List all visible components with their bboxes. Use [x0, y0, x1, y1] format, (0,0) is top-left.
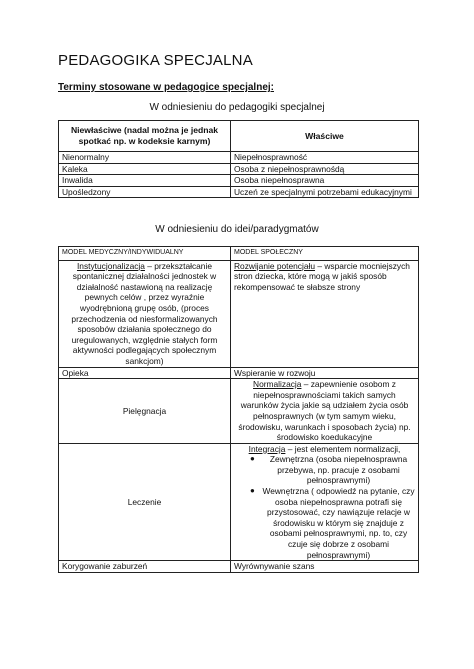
table-row: [59, 175, 419, 187]
social-model-cell: Wspieranie w rozwoju: [231, 367, 419, 379]
terms-table-header-row: [59, 121, 419, 152]
medical-model-cell: Leczenie: [59, 443, 231, 561]
table-row: [59, 186, 419, 198]
table-row: [59, 379, 419, 444]
medical-model-cell: Korygowanie zaburzeń: [59, 561, 231, 573]
table-row: [59, 260, 419, 367]
header-improper: Niewłaściwe (nadal można je jednak spotkać np. w kodeksie karnym): [59, 121, 231, 152]
improper-term: Inwalida: [59, 175, 231, 187]
term-institutionalization: Instytucjonalizacja: [76, 260, 145, 271]
medical-model-cell: Opieka: [59, 367, 231, 379]
list-item: [250, 454, 415, 486]
term-definition: – jest elementem normalizacji,: [285, 443, 401, 454]
table-row: [59, 443, 419, 561]
proper-term: Niepełnosprawność: [231, 152, 419, 164]
table-row: [59, 163, 419, 175]
header-proper: Właściwe: [231, 121, 419, 152]
section-heading-paradigms: W odniesieniu do idei/paradygmatów: [155, 224, 319, 235]
list-item-text: Zewnętrzna (osoba niepełnosprawna przebywa, np. pracuje z osobami pełnosprawnymi): [269, 454, 408, 486]
integration-intro: [234, 444, 415, 455]
bullet-icon: ●: [250, 486, 255, 496]
social-model-cell: [231, 443, 419, 561]
terms-table: [58, 120, 419, 198]
social-model-cell: Wyrównywanie szans: [231, 561, 419, 573]
models-table-header-row: [59, 247, 419, 261]
proper-term: Osoba z niepełnosprawnośdą: [231, 163, 419, 175]
term-normalization: Normalizacja: [253, 379, 302, 390]
section-subtitle: Terminy stosowane w pedagogice specjalnej:: [58, 82, 274, 93]
improper-term: Upośledzony: [59, 186, 231, 198]
list-item-text: Wewnętrzna ( odpowiedź na pytanie, czy osoba niepełnosprawna potrafi się przystosować, czy nawiązuje relacje w środowisku w którym się znajduje z osobami pełnosprawnymi, np. to, czy czuje się dobrze z osobami pełnosprawnymi): [262, 486, 415, 560]
list-item: [250, 486, 415, 560]
improper-term: Nienormalny: [59, 152, 231, 164]
page-title: PEDAGOGIKA SPECJALNA: [58, 52, 253, 69]
proper-term: Uczeń ze specjalnymi potrzebami edukacyjnymi: [231, 186, 419, 198]
proper-term: Osoba niepełnosprawna: [231, 175, 419, 187]
section-heading-pedagogy: W odniesieniu do pedagogiki specjalnej: [149, 102, 325, 113]
table-row: [59, 152, 419, 164]
medical-model-cell: Pielęgnacja: [59, 379, 231, 444]
bullet-icon: ●: [250, 454, 255, 464]
table-row: [59, 367, 419, 379]
improper-term: Kaleka: [59, 163, 231, 175]
term-definition: – przekształcanie spontanicznej działalności jednostek w działalność nastawioną na realizację pewnych celów , przez wyraźnie wyodrębnioną grupę osób, (proces przechodzenia od niesformalizowanych sposobów działania społecznego do uregulowanych, względnie stałych form aktywności podlegających społecznym sankcjom): [71, 260, 218, 366]
social-model-cell: [231, 260, 419, 367]
social-model-cell: [231, 379, 419, 444]
term-definition: – zapewnienie osobom z niepełnosprawnościami takich samych warunków życia jakie są udziałem życia osób pełnosprawnych (w tym samym wieku, środowisku, warunkach i sposobach życia) np. środowisko koedukacyjne: [238, 379, 411, 443]
integration-list: [234, 454, 415, 560]
term-integration: Integracja: [248, 443, 286, 454]
header-social-model: MODEL SPOŁECZNY: [231, 247, 419, 261]
term-definition: – wsparcie mocniejszych stron dziecka, które mogą w jakiś sposób rekompensować te słabsze strony: [234, 260, 410, 292]
term-potential: Rozwijanie potencjału: [234, 260, 316, 271]
medical-model-cell: [59, 260, 231, 367]
models-table: [58, 246, 419, 573]
header-medical-model: MODEL MEDYCZNY/INDYWIDUALNY: [59, 247, 231, 261]
table-row: [59, 561, 419, 573]
